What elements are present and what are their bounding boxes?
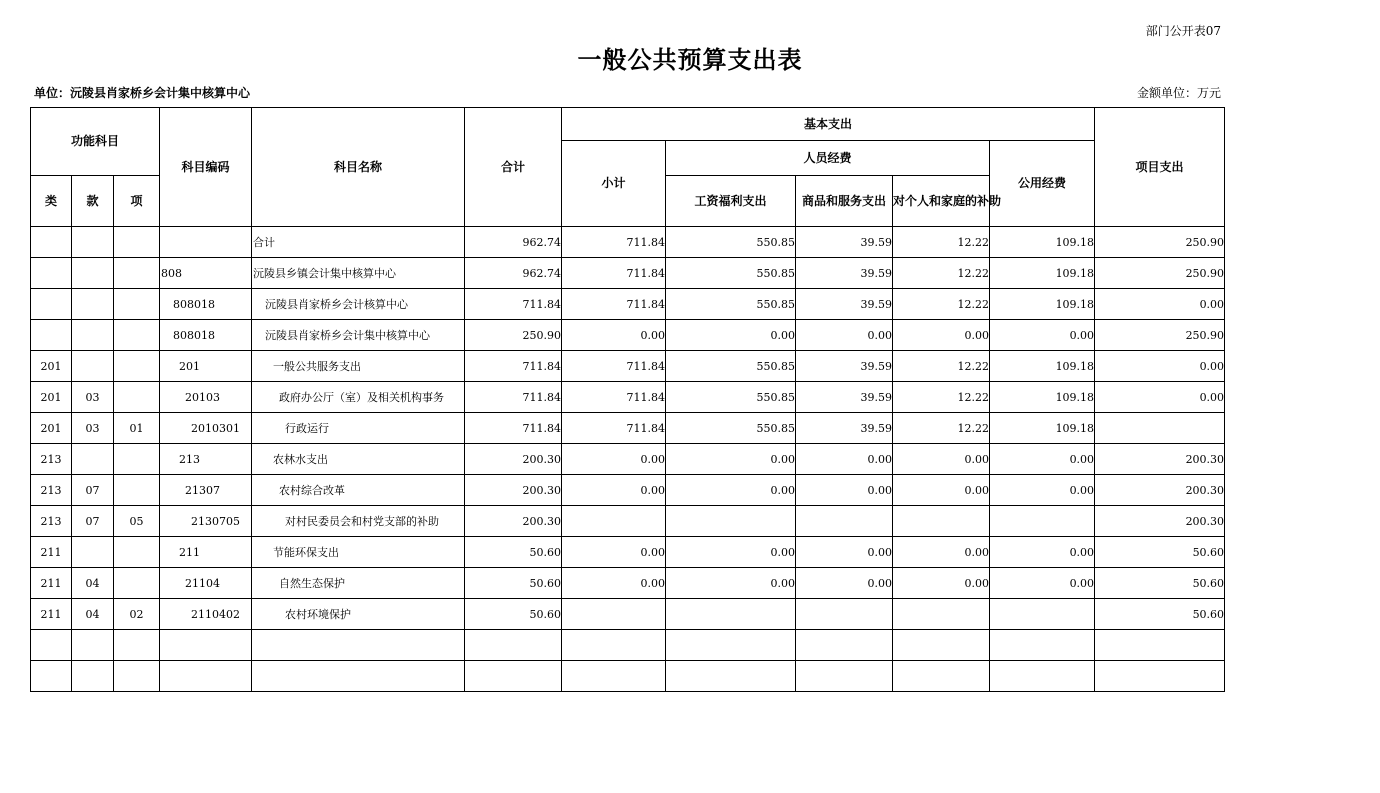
cell-total: [465, 661, 562, 692]
header-personnel: 人员经费: [666, 141, 990, 176]
cell-code: 21307: [160, 475, 252, 506]
header-func-subject: 功能科目: [31, 108, 160, 176]
cell-code: 808018: [160, 320, 252, 351]
cell-code: 20103: [160, 382, 252, 413]
cell-lei: 211: [31, 537, 72, 568]
cell-subsidy: 12.22: [893, 382, 990, 413]
cell-kuan: [72, 227, 114, 258]
cell-subtotal: 0.00: [562, 475, 666, 506]
cell-name: 农村环境保护: [252, 599, 465, 630]
cell-subtotal: 711.84: [562, 351, 666, 382]
table-row: [31, 568, 1225, 599]
cell-subtotal: 711.84: [562, 382, 666, 413]
cell-kuan: 03: [72, 413, 114, 444]
cell-public: [990, 630, 1095, 661]
cell-wages: 0.00: [666, 537, 796, 568]
cell-goods: 0.00: [796, 475, 893, 506]
cell-subtotal: 711.84: [562, 227, 666, 258]
table-body: [31, 227, 1225, 692]
cell-code: 2110402: [160, 599, 252, 630]
cell-subtotal: 0.00: [562, 320, 666, 351]
cell-total: 200.30: [465, 506, 562, 537]
cell-kuan: [72, 258, 114, 289]
cell-xiang: [114, 444, 160, 475]
cell-kuan: [72, 661, 114, 692]
cell-public: 109.18: [990, 413, 1095, 444]
expenditure-table: [30, 107, 1225, 692]
cell-xiang: [114, 258, 160, 289]
cell-total: 962.74: [465, 227, 562, 258]
cell-name: 农村综合改革: [252, 475, 465, 506]
cell-goods: 39.59: [796, 382, 893, 413]
cell-code: [160, 661, 252, 692]
table-row: [31, 506, 1225, 537]
cell-lei: 213: [31, 444, 72, 475]
cell-total: 50.60: [465, 568, 562, 599]
cell-code: 21104: [160, 568, 252, 599]
cell-kuan: [72, 537, 114, 568]
cell-kuan: [72, 320, 114, 351]
cell-goods: 0.00: [796, 568, 893, 599]
cell-wages: 0.00: [666, 568, 796, 599]
header-public: 公用经费: [990, 141, 1095, 227]
cell-project: 0.00: [1095, 289, 1225, 320]
cell-xiang: [114, 475, 160, 506]
cell-wages: 550.85: [666, 382, 796, 413]
table-row: [31, 630, 1225, 661]
cell-lei: [31, 630, 72, 661]
cell-lei: [31, 320, 72, 351]
table-row: [31, 661, 1225, 692]
cell-total: 50.60: [465, 537, 562, 568]
cell-subsidy: 12.22: [893, 289, 990, 320]
page-title: 一般公共预算支出表: [577, 45, 803, 74]
cell-xiang: [114, 320, 160, 351]
cell-goods: 39.59: [796, 351, 893, 382]
cell-xiang: [114, 351, 160, 382]
cell-code: 808: [160, 258, 252, 289]
cell-public: 0.00: [990, 475, 1095, 506]
cell-name: 一般公共服务支出: [252, 351, 465, 382]
cell-wages: 0.00: [666, 444, 796, 475]
cell-lei: 211: [31, 568, 72, 599]
cell-public: 0.00: [990, 320, 1095, 351]
cell-total: 711.84: [465, 289, 562, 320]
cell-goods: [796, 661, 893, 692]
cell-wages: [666, 506, 796, 537]
cell-goods: 39.59: [796, 289, 893, 320]
cell-wages: 0.00: [666, 475, 796, 506]
cell-code: 2010301: [160, 413, 252, 444]
cell-wages: 550.85: [666, 413, 796, 444]
cell-kuan: [72, 289, 114, 320]
cell-wages: [666, 661, 796, 692]
cell-public: 109.18: [990, 227, 1095, 258]
cell-kuan: [72, 444, 114, 475]
cell-wages: 550.85: [666, 351, 796, 382]
cell-subsidy: 12.22: [893, 227, 990, 258]
table-row: [31, 444, 1225, 475]
cell-code: 808018: [160, 289, 252, 320]
cell-subsidy: [893, 506, 990, 537]
cell-subsidy: 12.22: [893, 351, 990, 382]
cell-subtotal: 0.00: [562, 537, 666, 568]
cell-goods: 0.00: [796, 320, 893, 351]
cell-project: 250.90: [1095, 227, 1225, 258]
unit-label: 单位：沅陵县肖家桥乡会计集中核算中心: [34, 86, 251, 100]
cell-goods: 39.59: [796, 413, 893, 444]
cell-total: 962.74: [465, 258, 562, 289]
cell-public: [990, 661, 1095, 692]
cell-wages: 550.85: [666, 258, 796, 289]
cell-code: 211: [160, 537, 252, 568]
header-goods: 商品和服务支出: [796, 176, 893, 227]
header-project: 项目支出: [1095, 108, 1225, 227]
cell-goods: [796, 506, 893, 537]
cell-public: 109.18: [990, 351, 1095, 382]
cell-xiang: 02: [114, 599, 160, 630]
cell-goods: [796, 630, 893, 661]
cell-subsidy: 0.00: [893, 537, 990, 568]
cell-xiang: [114, 537, 160, 568]
cell-name: 行政运行: [252, 413, 465, 444]
cell-name: [252, 661, 465, 692]
cell-wages: 550.85: [666, 289, 796, 320]
cell-subsidy: 12.22: [893, 413, 990, 444]
header-subtotal: 小计: [562, 141, 666, 227]
table-row: [31, 351, 1225, 382]
header-subsidy: 对个人和家庭的补助: [893, 176, 990, 227]
cell-lei: [31, 661, 72, 692]
cell-code: 2130705: [160, 506, 252, 537]
cell-subsidy: [893, 630, 990, 661]
cell-kuan: 04: [72, 599, 114, 630]
cell-code: 201: [160, 351, 252, 382]
cell-name: 沅陵县乡镇会计集中核算中心: [252, 258, 465, 289]
table-row: [31, 382, 1225, 413]
cell-kuan: [72, 351, 114, 382]
cell-wages: [666, 599, 796, 630]
cell-subsidy: 0.00: [893, 444, 990, 475]
cell-name: 对村民委员会和村党支部的补助: [252, 506, 465, 537]
cell-project: 250.90: [1095, 320, 1225, 351]
cell-code: 213: [160, 444, 252, 475]
cell-total: 250.90: [465, 320, 562, 351]
cell-subtotal: [562, 661, 666, 692]
cell-subtotal: 711.84: [562, 258, 666, 289]
cell-public: 0.00: [990, 537, 1095, 568]
header-kuan: 款: [72, 176, 114, 227]
header-wages: 工资福利支出: [666, 176, 796, 227]
table-row: [31, 413, 1225, 444]
cell-project: [1095, 661, 1225, 692]
table-row: [31, 475, 1225, 506]
cell-subtotal: 0.00: [562, 568, 666, 599]
cell-project: 0.00: [1095, 382, 1225, 413]
cell-kuan: 07: [72, 475, 114, 506]
cell-wages: 0.00: [666, 320, 796, 351]
cell-subtotal: [562, 506, 666, 537]
cell-lei: 211: [31, 599, 72, 630]
table-row: [31, 258, 1225, 289]
cell-name: 自然生态保护: [252, 568, 465, 599]
cell-wages: 550.85: [666, 227, 796, 258]
cell-total: 711.84: [465, 351, 562, 382]
table-row: [31, 599, 1225, 630]
cell-public: 0.00: [990, 444, 1095, 475]
cell-subsidy: [893, 599, 990, 630]
cell-subtotal: [562, 599, 666, 630]
table-row: [31, 227, 1225, 258]
cell-public: 109.18: [990, 258, 1095, 289]
amount-unit-label: 金额单位：万元: [1136, 86, 1221, 100]
cell-subtotal: [562, 630, 666, 661]
cell-name: 农林水支出: [252, 444, 465, 475]
cell-project: [1095, 413, 1225, 444]
cell-name: 合计: [252, 227, 465, 258]
cell-goods: 0.00: [796, 537, 893, 568]
cell-kuan: 07: [72, 506, 114, 537]
cell-kuan: 03: [72, 382, 114, 413]
cell-public: [990, 599, 1095, 630]
cell-lei: [31, 289, 72, 320]
cell-public: 109.18: [990, 382, 1095, 413]
cell-project: 200.30: [1095, 475, 1225, 506]
header-xiang: 项: [114, 176, 160, 227]
cell-subsidy: [893, 661, 990, 692]
cell-kuan: [72, 630, 114, 661]
cell-public: 0.00: [990, 568, 1095, 599]
cell-xiang: 01: [114, 413, 160, 444]
cell-goods: 39.59: [796, 258, 893, 289]
header-basic: 基本支出: [562, 108, 1095, 141]
cell-project: 200.30: [1095, 506, 1225, 537]
cell-subtotal: 711.84: [562, 289, 666, 320]
cell-code: [160, 227, 252, 258]
cell-xiang: [114, 661, 160, 692]
header-total: 合计: [465, 108, 562, 227]
cell-wages: [666, 630, 796, 661]
cell-name: 沅陵县肖家桥乡会计核算中心: [252, 289, 465, 320]
cell-subsidy: 0.00: [893, 475, 990, 506]
cell-total: [465, 630, 562, 661]
header-lei: 类: [31, 176, 72, 227]
header-code: 科目编码: [160, 108, 252, 227]
cell-name: [252, 630, 465, 661]
cell-project: 50.60: [1095, 537, 1225, 568]
cell-subsidy: 0.00: [893, 320, 990, 351]
cell-public: 109.18: [990, 289, 1095, 320]
cell-project: 0.00: [1095, 351, 1225, 382]
cell-lei: 201: [31, 413, 72, 444]
cell-kuan: 04: [72, 568, 114, 599]
cell-lei: 201: [31, 351, 72, 382]
cell-xiang: 05: [114, 506, 160, 537]
cell-subsidy: 0.00: [893, 568, 990, 599]
cell-lei: [31, 258, 72, 289]
cell-total: 200.30: [465, 444, 562, 475]
cell-xiang: [114, 289, 160, 320]
form-number: 部门公开表07: [1145, 24, 1221, 38]
cell-total: 200.30: [465, 475, 562, 506]
cell-total: 711.84: [465, 413, 562, 444]
cell-project: 250.90: [1095, 258, 1225, 289]
cell-xiang: [114, 630, 160, 661]
cell-name: 沅陵县肖家桥乡会计集中核算中心: [252, 320, 465, 351]
cell-goods: [796, 599, 893, 630]
cell-lei: [31, 227, 72, 258]
cell-project: 50.60: [1095, 568, 1225, 599]
cell-total: 50.60: [465, 599, 562, 630]
header-name: 科目名称: [252, 108, 465, 227]
cell-subtotal: 711.84: [562, 413, 666, 444]
cell-name: 政府办公厅（室）及相关机构事务: [252, 382, 465, 413]
cell-project: 200.30: [1095, 444, 1225, 475]
cell-subsidy: 12.22: [893, 258, 990, 289]
cell-project: 50.60: [1095, 599, 1225, 630]
cell-code: [160, 630, 252, 661]
table-row: [31, 289, 1225, 320]
cell-public: [990, 506, 1095, 537]
table-row: [31, 320, 1225, 351]
table-row: [31, 537, 1225, 568]
cell-xiang: [114, 382, 160, 413]
cell-lei: 213: [31, 506, 72, 537]
cell-total: 711.84: [465, 382, 562, 413]
cell-lei: 201: [31, 382, 72, 413]
cell-name: 节能环保支出: [252, 537, 465, 568]
cell-subtotal: 0.00: [562, 444, 666, 475]
cell-project: [1095, 630, 1225, 661]
cell-goods: 39.59: [796, 227, 893, 258]
cell-goods: 0.00: [796, 444, 893, 475]
cell-xiang: [114, 227, 160, 258]
cell-xiang: [114, 568, 160, 599]
cell-lei: 213: [31, 475, 72, 506]
